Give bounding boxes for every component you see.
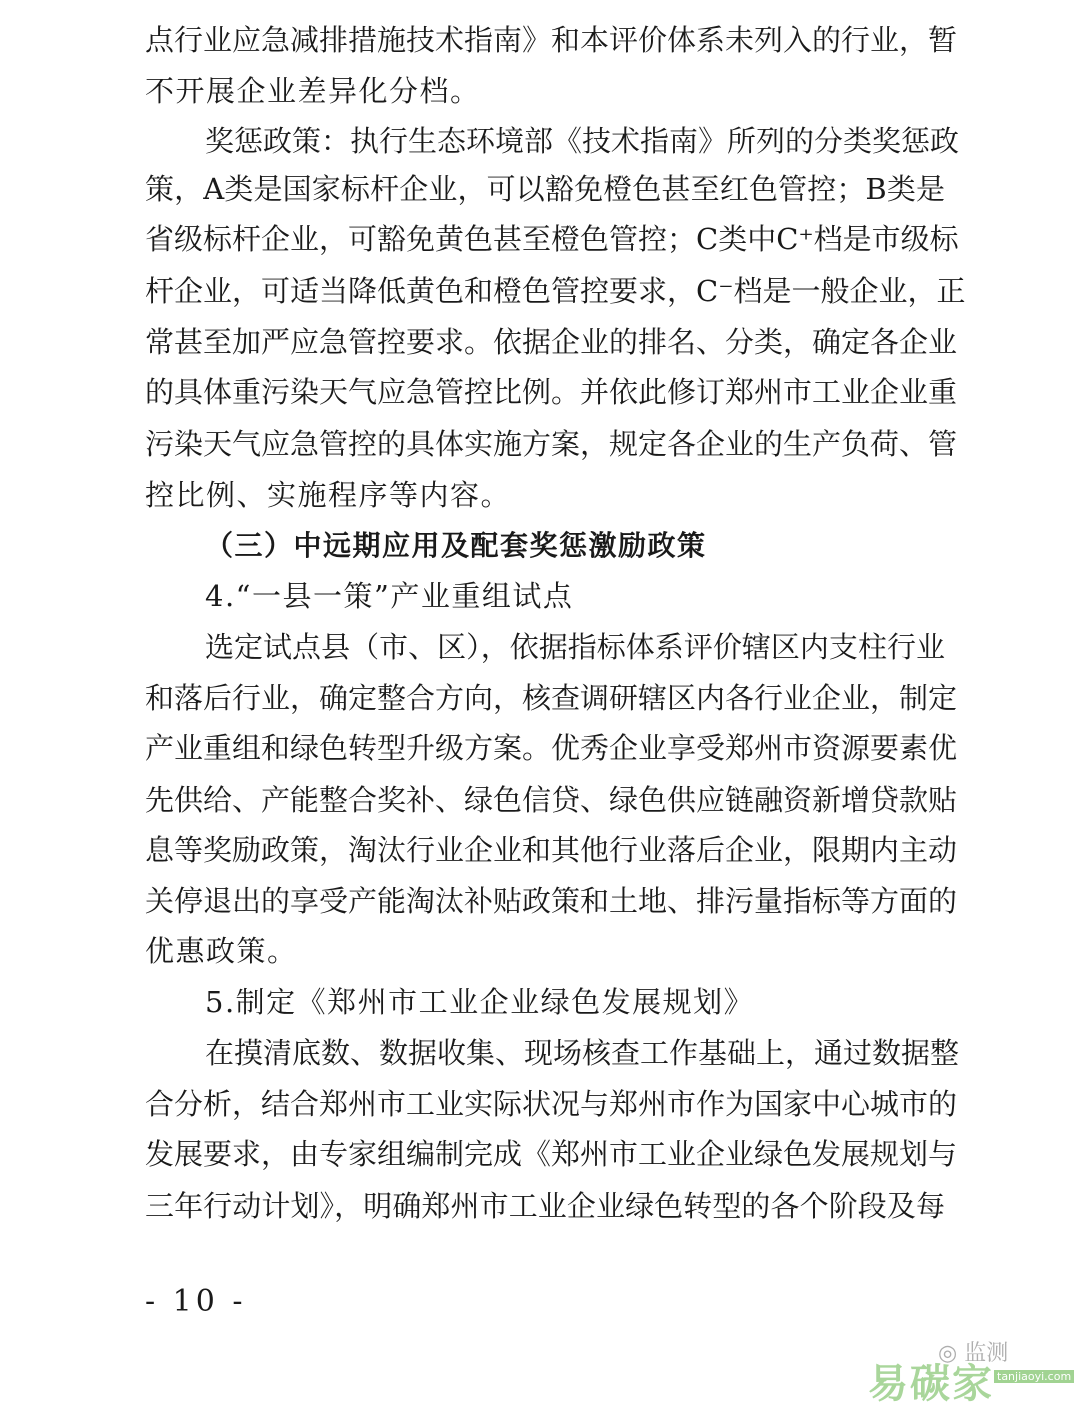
text-line: 息等奖励政策，淘汰行业企业和其他行业落后企业，限期内主动 <box>145 833 958 867</box>
section-heading: （三）中远期应用及配套奖惩激励政策 <box>205 529 707 562</box>
text-line: 关停退出的享受产能淘汰补贴政策和土地、排污量指标等方面的 <box>145 884 958 918</box>
text-line: 常甚至加严应急管控要求。依据企业的排名、分类，确定各企业 <box>145 325 958 359</box>
text-line: 优惠政策。 <box>145 934 298 968</box>
text-line: 发展要求，由专家组编制完成《郑州市工业企业绿色发展规划与 <box>145 1137 958 1171</box>
text-line: 杆企业，可适当降低黄色和橙色管控要求，C⁻档是一般企业，正 <box>145 274 966 308</box>
text-line: 控比例、实施程序等内容。 <box>145 478 512 512</box>
text-line: 的具体重污染天气应急管控比例。并依此修订郑州市工业企业重 <box>145 375 958 409</box>
subsection-heading: 4.“一县一策”产业重组试点 <box>205 579 574 613</box>
site-url-watermark: tanjiaoyi.com <box>994 1370 1074 1383</box>
wechat-watermark-text: 监测 <box>964 1341 1009 1366</box>
text-line: 先供给、产能整合奖补、绿色信贷、绿色供应链融资新增贷款贴 <box>145 783 958 817</box>
text-line: 点行业应急减排措施技术指南》和本评价体系未列入的行业，暂 <box>145 23 958 57</box>
paragraph-first-line: 选定试点县（市、区），依据指标体系评价辖区内支柱行业 <box>205 630 945 664</box>
text-line: 产业重组和绿色转型升级方案。优秀企业享受郑州市资源要素优 <box>145 731 958 765</box>
wechat-icon: ◎ <box>938 1341 958 1366</box>
text-line: 不开展企业差异化分档。 <box>145 74 481 108</box>
text-line: 污染天气应急管控的具体实施方案，规定各企业的生产负荷、管 <box>145 427 958 461</box>
paragraph-first-line: 奖惩政策：执行生态环境部《技术指南》所列的分类奖惩政 <box>205 124 960 158</box>
paragraph-first-line: 在摸清底数、数据收集、现场核查工作基础上，通过数据整 <box>205 1036 960 1070</box>
text-line: 省级标杆企业，可豁免黄色甚至橙色管控；C类中C⁺档是市级标 <box>145 222 959 256</box>
text-line: 三年行动计划》，明确郑州市工业企业绿色转型的各个阶段及每 <box>145 1189 945 1223</box>
text-line: 合分析，结合郑州市工业实际状况与郑州市作为国家中心城市的 <box>145 1087 958 1121</box>
text-line: 策，A类是国家标杆企业，可以豁免橙色甚至红色管控；B类是 <box>145 172 945 206</box>
page-number: - 10 - <box>145 1284 247 1319</box>
subsection-heading: 5.制定《郑州市工业企业绿色发展规划》 <box>205 985 755 1019</box>
site-logo-watermark: 易碳家 <box>868 1361 994 1407</box>
text-line: 和落后行业，确定整合方向，核查调研辖区内各行业企业，制定 <box>145 681 958 715</box>
